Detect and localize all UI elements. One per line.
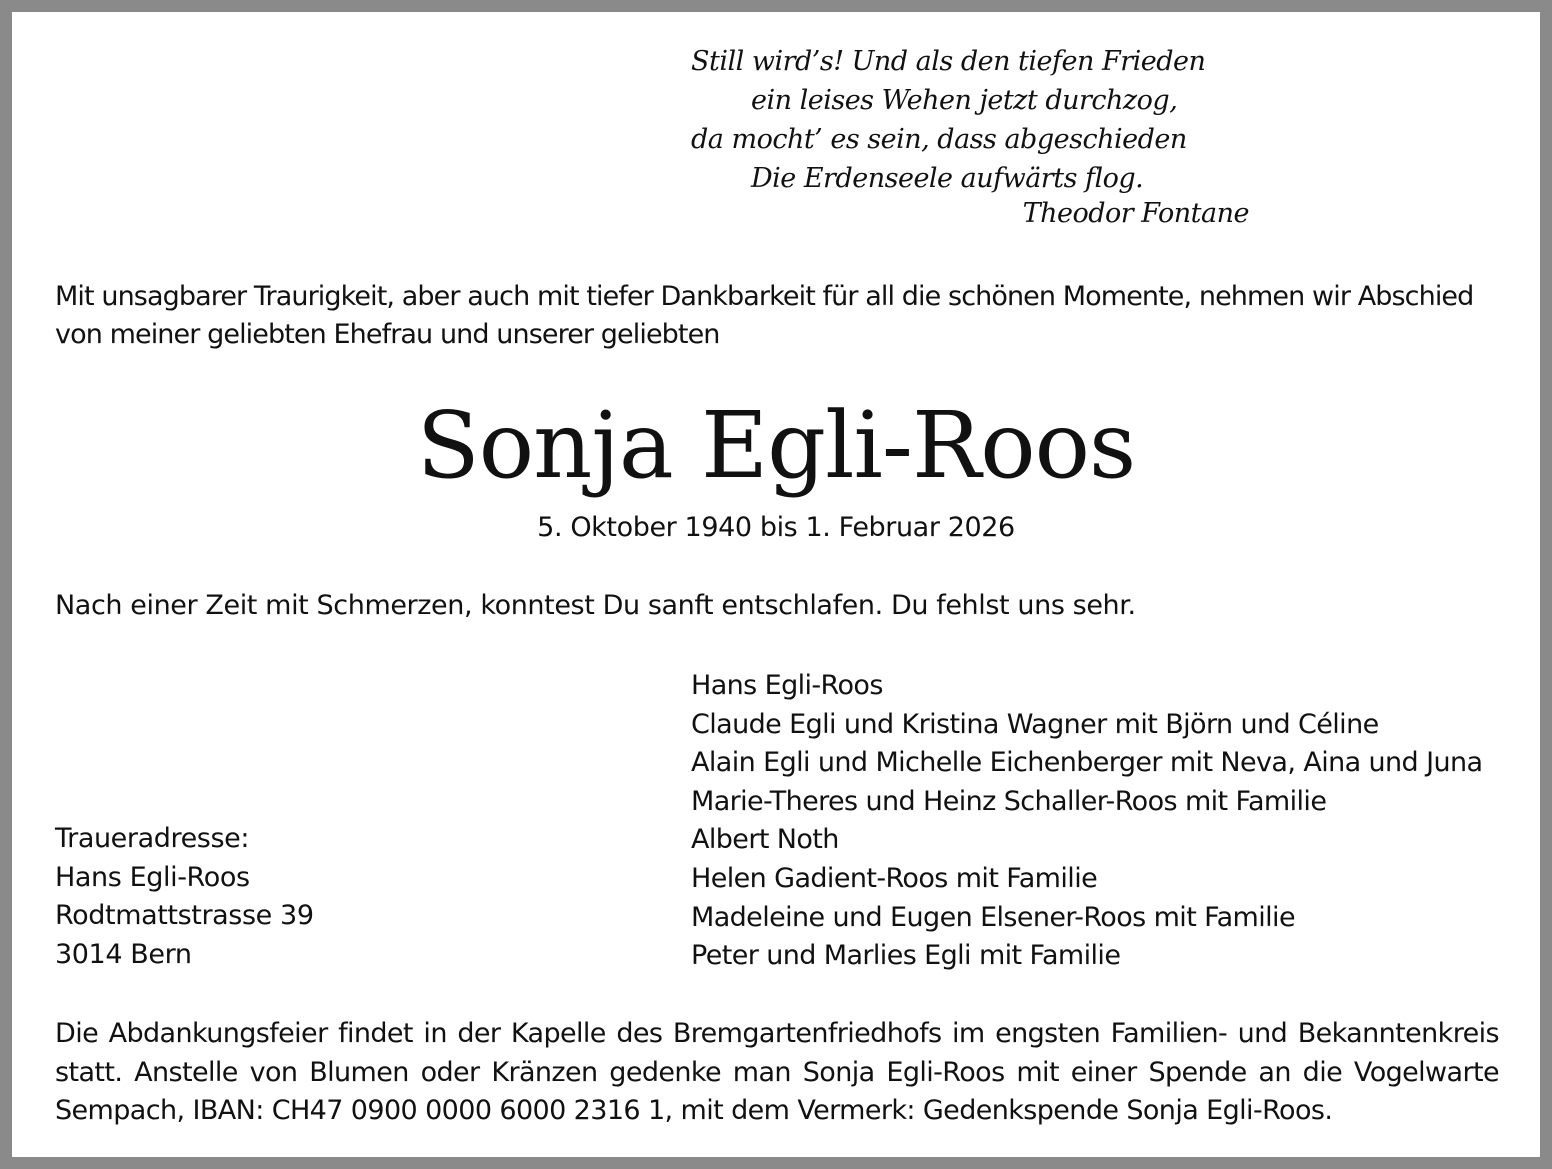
poem-block [691,42,1311,233]
life-dates: 5. Oktober 1940 bis 1. Februar 2026 [537,512,1015,543]
address-label: Traueradresse: [55,823,250,854]
mourner-entry: Marie-Theres und Heinz Schaller-Roos mit Familie [691,785,1327,817]
intro-text: Mit unsagbarer Traurigkeit, aber auch mit tiefer Dankbarkeit für all die schönen Momente, nehmen wir Abschied von meiner geliebten Ehefrau und unserer geliebten [55,281,1474,350]
poem-line: ein leises Wehen jetzt durchzog, [751,85,1178,116]
address-street: Rodtmattstrasse 39 [55,900,314,932]
mourner-entry: Claude Egli und Kristina Wagner mit Björn und Céline [691,708,1379,740]
poem-line: da mocht’ es sein, dass abgeschieden [691,124,1187,155]
mourner-entry: Alain Egli und Michelle Eichenberger mit Neva, Aina und Juna [691,747,1483,779]
mourner-entry: Helen Gadient-Roos mit Familie [691,862,1098,894]
mourner-entry: Hans Egli-Roos [691,670,883,701]
mourners-list [691,667,1482,976]
address-city: 3014 Bern [55,938,192,970]
closing-text: Die Abdankungsfeier findet in der Kapelle des Bremgartenfriedhofs im engsten Familien- und Bekanntenkreis statt. Anstelle von Blumen oder Kränzen gedenke man Sonja Egli-Roos mit einer Spende an die Vogelwarte Sempach, IBAN: CH47 0900 0000 6000 2316 1, mit dem Vermerk: Gedenkspende Sonja Egli-Roos. [55,1018,1499,1127]
mourning-address [55,820,314,974]
poem-author: Theodor Fontane [1022,198,1249,229]
poem-line: Still wird’s! Und als den tiefen Frieden [691,46,1206,77]
obituary-page [12,12,1540,1157]
mourner-entry: Albert Noth [691,824,839,856]
mourner-entry: Peter und Marlies Egli mit Familie [691,940,1121,972]
mourner-entry: Madeleine und Eugen Elsener-Roos mit Familie [691,901,1295,933]
address-name: Hans Egli-Roos [55,861,250,893]
poem-line: Die Erdenseele aufwärts flog. [751,163,1144,194]
deceased-name: Sonja Egli-Roos [416,392,1136,499]
farewell-text: Nach einer Zeit mit Schmerzen, konntest Du sanft entschlafen. Du fehlst uns sehr. [55,590,1136,621]
